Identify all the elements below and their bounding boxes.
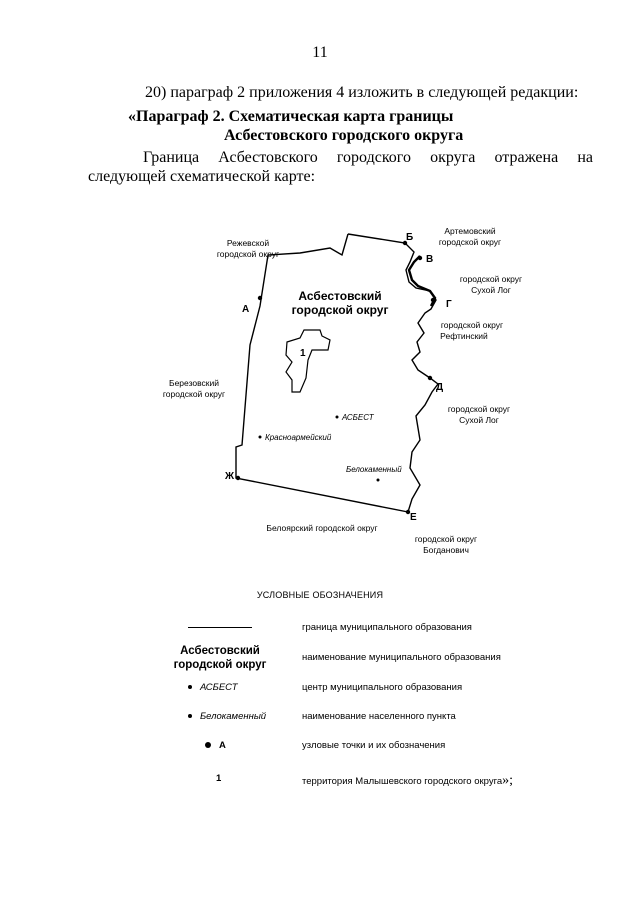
point-label-a: А (242, 304, 250, 315)
neighbor-berez-2: городской округ (162, 389, 226, 399)
point-label-e: Е (410, 512, 417, 523)
legend-desc-center: центр муниципального образования (302, 682, 463, 693)
legend-sample-name-line-1: Асбестовский (180, 645, 260, 657)
legend-title: УСЛОВНЫЕ ОБОЗНАЧЕНИЯ (256, 590, 384, 600)
node-point-zh (236, 476, 240, 480)
legend-sample-center (188, 682, 238, 693)
neighbor-berez-1: Березовский (169, 378, 219, 388)
legend-settlement-dot (188, 714, 192, 718)
asbest-marker (336, 416, 339, 419)
legend-sample-point-text: А (219, 740, 226, 751)
settlement-asbest: АСБЕСТ (342, 413, 374, 422)
krasnoarm-marker (259, 436, 262, 439)
neighbor-bogdan-1: городской округ (414, 534, 478, 544)
intro-paragraph: Граница Асбестовского городского округа отражена на следующей схематической карте: (88, 149, 593, 185)
legend-desc-territory-text: территория Малышевского городского округа (302, 776, 503, 787)
section-heading-line-1: «Параграф 2. Схематическая карта границы (128, 108, 454, 125)
enclave-boundary (286, 330, 330, 392)
legend-center-dot (188, 685, 192, 689)
neighbor-artem-1: Артемовский (444, 226, 496, 236)
legend-desc-boundary: граница муниципального образования (302, 622, 472, 633)
legend-sample-point (205, 740, 226, 751)
legend-sample-settlement (188, 711, 266, 722)
legend-desc-settlement: наименование населенного пункта (302, 711, 456, 722)
legend-sample-territory: 1 (216, 773, 222, 784)
node-point-g (431, 298, 435, 302)
neighbor-rezh-2: городской округ (216, 249, 280, 259)
legend-sample-center-text: АСБЕСТ (200, 682, 238, 693)
neighbor-beloyar: Белоярский городской округ (266, 523, 378, 533)
legend-sample-settlement-text: Белокаменный (200, 711, 267, 722)
neighbor-rezh-1: Режевской (226, 238, 270, 248)
settlement-belokamenny: Белокаменный (346, 465, 402, 474)
section-heading-line-2: Асбестовского городского округа (224, 127, 464, 144)
point-label-zh: Ж (225, 471, 235, 482)
map-district-name-line-2: городской округ (291, 303, 389, 317)
neighbor-bogdan-2: Богданович (423, 545, 469, 555)
legend-boundary-line (188, 627, 252, 628)
node-point-a (258, 296, 262, 300)
legend-sample-name-line-2: городской округ (173, 659, 267, 671)
belokam-marker (377, 479, 380, 482)
legend-sample-name (150, 644, 290, 672)
enclave-label: 1 (300, 348, 306, 359)
neighbor-sukhoy-top-2: Сухой Лог (471, 285, 511, 295)
closing-quote: »; (502, 773, 514, 788)
point-label-v: В (426, 254, 434, 265)
point-label-b: Б (406, 232, 414, 243)
neighbor-sukhoy-bottom-1: городской округ (447, 404, 511, 414)
point-label-d: Д (436, 382, 444, 393)
node-point-d (428, 376, 432, 380)
neighbor-sukhoy-bottom-2: Сухой Лог (459, 415, 499, 425)
page-number: 11 (312, 44, 328, 61)
legend-point-dot (205, 742, 211, 748)
node-point-v (418, 256, 422, 260)
legend-desc-points: узловые точки и их обозначения (302, 740, 446, 751)
map-district-name-line-1: Асбестовский (298, 289, 382, 303)
legend-desc-name: наименование муниципального образования (302, 652, 501, 663)
amendment-item: 20) параграф 2 приложения 4 изложить в следующей редакции: (145, 84, 579, 101)
legend-desc-territory (302, 773, 513, 789)
point-label-g: Г (446, 299, 452, 310)
neighbor-sukhoy-top-1: городской округ (459, 274, 523, 284)
settlement-krasnoarmeysky: Красноармейский (265, 433, 332, 442)
neighbor-artem-2: городской округ (438, 237, 502, 247)
district-boundary (236, 234, 438, 512)
neighbor-reft-2: Рефтинский (440, 331, 488, 341)
neighbor-reft-1: городской округ (440, 320, 504, 330)
